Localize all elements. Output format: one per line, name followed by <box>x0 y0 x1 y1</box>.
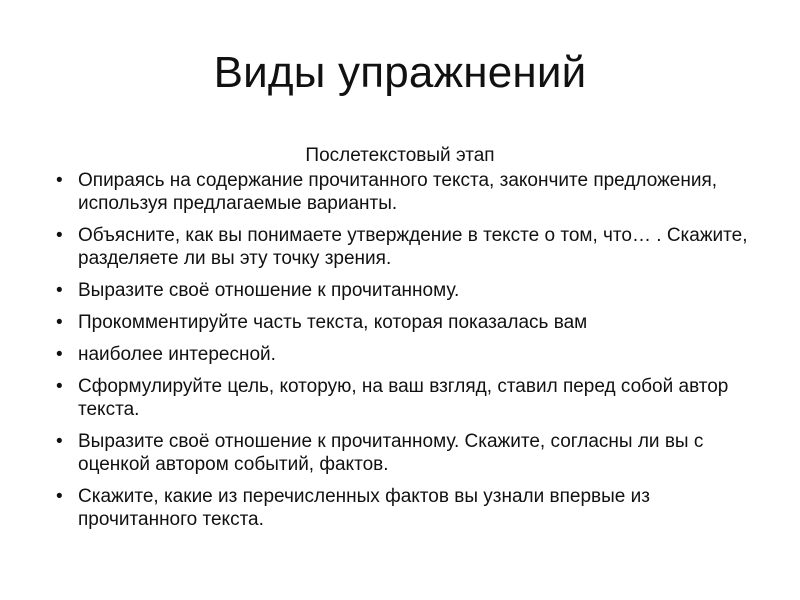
bullet-text: Сформулируйте цель, которую, на ваш взгляд, ставил перед собой автор текста. <box>78 376 729 420</box>
bullet-item <box>56 224 756 270</box>
bullet-text: Объясните, как вы понимаете утверждение в тексте о том, что… . Скажите, разделяете ли вы эту точку зрения. <box>78 225 748 269</box>
bullet-dot: • <box>56 312 63 333</box>
slide-title: Виды упражнений <box>213 48 587 97</box>
bullet-item <box>56 485 756 531</box>
bullet-item <box>56 343 756 366</box>
bullet-text: Прокомментируйте часть текста, которая показалась вам <box>78 312 588 333</box>
bullet-item <box>56 279 756 302</box>
slide-subtitle: Послетекстовый этап <box>305 145 495 166</box>
bullet-text: Выразите своё отношение к прочитанному. Скажите, согласны ли вы с оценкой автором событий, фактов. <box>78 431 704 475</box>
bullet-item <box>56 169 756 215</box>
bullet-dot: • <box>56 376 63 397</box>
bullet-item <box>56 430 756 476</box>
bullet-text: Опираясь на содержание прочитанного текста, закончите предложения, используя предлагаемые варианты. <box>78 170 718 214</box>
bullet-text: Выразите своё отношение к прочитанному. <box>78 280 460 301</box>
bullet-dot: • <box>56 486 63 507</box>
bullet-text: наиболее интересной. <box>78 344 276 365</box>
bullet-dot: • <box>56 225 63 246</box>
bullet-item <box>56 311 756 334</box>
bullet-dot: • <box>56 344 63 365</box>
bullet-text: Скажите, какие из перечисленных фактов вы узнали впервые из прочитанного текста. <box>78 486 650 530</box>
bullet-item <box>56 375 756 421</box>
bullet-dot: • <box>56 280 63 301</box>
bullet-dot: • <box>56 170 63 191</box>
bullet-dot: • <box>56 431 63 452</box>
bullet-list <box>56 169 756 540</box>
